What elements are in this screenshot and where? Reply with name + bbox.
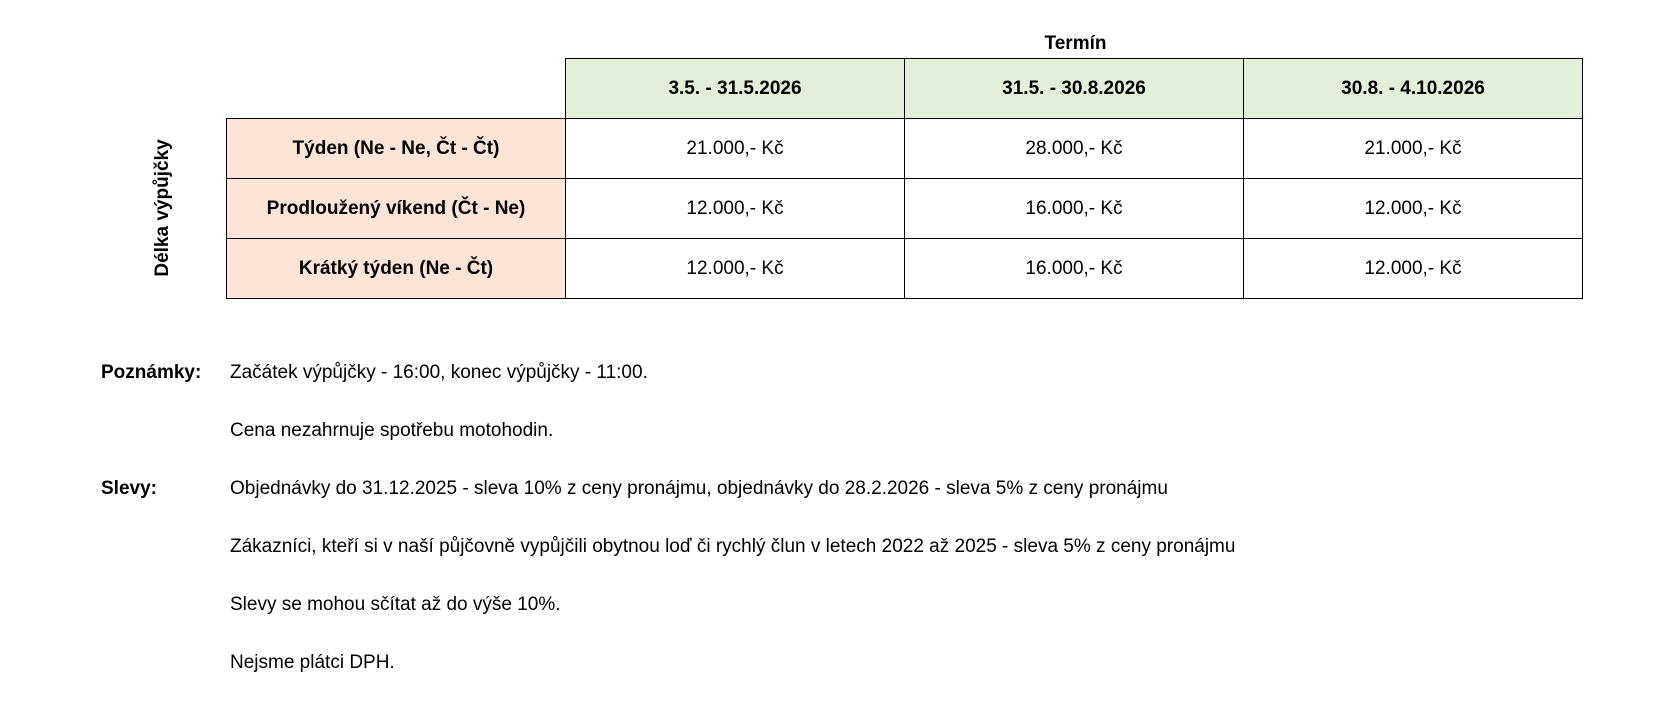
column-header: 3.5. - 31.5.2026 [566,59,905,119]
discount-line: Slevy se mohou sčítat až do výše 10%. [230,594,561,615]
price-cell: 12.000,- Kč [1244,179,1583,239]
column-header: 30.8. - 4.10.2026 [1244,59,1583,119]
notes-label: Poznámky: [101,362,202,383]
price-cell: 21.000,- Kč [1244,119,1583,179]
discounts-label: Slevy: [101,478,157,499]
row-label: Prodloužený víkend (Čt - Ne) [227,179,566,239]
row-group-label-wrap [142,118,184,298]
price-cell: 21.000,- Kč [566,119,905,179]
price-cell: 12.000,- Kč [566,179,905,239]
row-label: Týden (Ne - Ne, Čt - Čt) [227,119,566,179]
note-line: Začátek výpůjčky - 16:00, konec výpůjčky - 11:00. [230,362,648,383]
price-cell: 16.000,- Kč [905,239,1244,299]
term-group-header: Termín [1044,33,1107,54]
table-row [227,239,1583,299]
price-cell: 28.000,- Kč [905,119,1244,179]
column-header: 31.5. - 30.8.2026 [905,59,1244,119]
price-cell: 12.000,- Kč [1244,239,1583,299]
price-cell: 12.000,- Kč [566,239,905,299]
price-table [226,58,1583,299]
discount-line: Objednávky do 31.12.2025 - sleva 10% z ceny pronájmu, objednávky do 28.2.2026 - sleva 5% z ceny pronájmu [230,478,1168,499]
price-cell: 16.000,- Kč [905,179,1244,239]
row-group-label: Délka výpůjčky [152,139,173,277]
table-corner [227,59,566,119]
discount-line: Nejsme plátci DPH. [230,652,395,673]
table-row [227,119,1583,179]
table-row [227,179,1583,239]
table-header-row [227,59,1583,119]
note-line: Cena nezahrnuje spotřebu motohodin. [230,420,554,441]
discount-line: Zákazníci, kteří si v naší půjčovně vypůjčili obytnou loď či rychlý člun v letech 2022 až 2025 - sleva 5% z ceny pronájmu [230,536,1236,557]
row-label: Krátký týden (Ne - Čt) [227,239,566,299]
